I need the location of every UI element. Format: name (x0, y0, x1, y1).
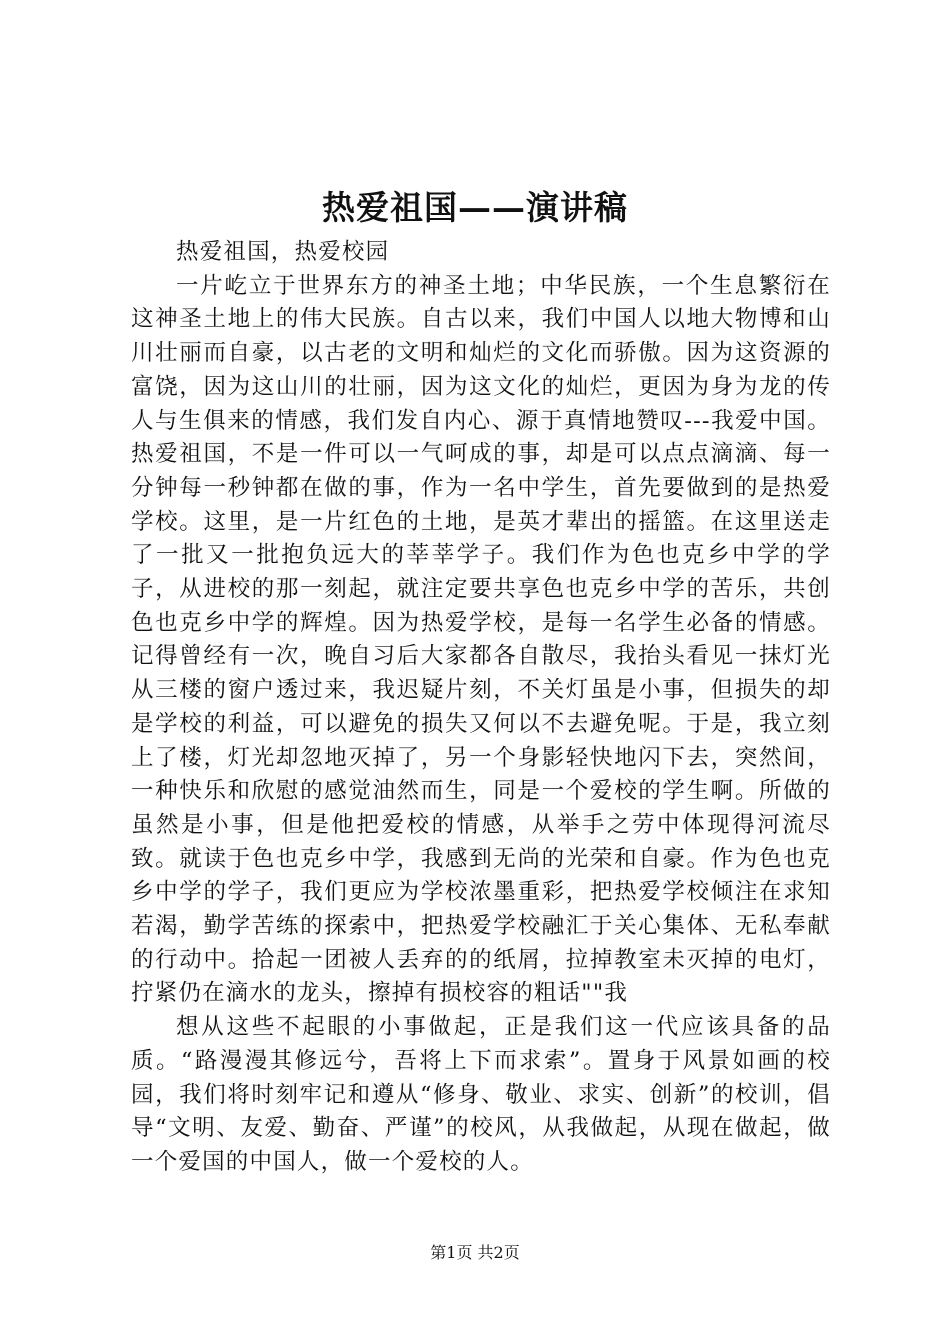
document-body (131, 236, 831, 1180)
paragraph-main: 一片屹立于世界东方的神圣土地；中华民族，一个生息繁衍在这神圣土地上的伟大民族。自古以来，我们中国人以地大物博和山川壮丽而自豪，以古老的文明和灿烂的文化而骄傲。因为这资源的富饶，因为这山川的壮丽，因为这文化的灿烂，更因为身为龙的传人与生俱来的情感，我们发自内心、源于真情地赞叹---我爱中国。热爱祖国，不是一件可以一气呵成的事，却是可以点点滴滴、每一分钟每一秒钟都在做的事，作为一名中学生，首先要做到的是热爱学校。这里，是一片红色的土地，是英才辈出的摇篮。在这里送走了一批又一批抱负远大的莘莘学子。我们作为色也克乡中学的学子，从进校的那一刻起，就注定要共享色也克乡中学的苦乐，共创色也克乡中学的辉煌。因为热爱学校，是每一名学生必备的情感。记得曾经有一次，晚自习后大家都各自散尽，我抬头看见一抹灯光从三楼的窗户透过来，我迟疑片刻，不关灯虽是小事，但损失的却是学校的利益，可以避免的损失又何以不去避免呢。于是，我立刻上了楼，灯光却忽地灭掉了，另一个身影轻快地闪下去，突然间，一种快乐和欣慰的感觉油然而生，同是一个爱校的学生啊。所做的虽然是小事，但是他把爱校的情感，从举手之劳中体现得河流尽致。就读于色也克乡中学，我感到无尚的光荣和自豪。作为色也克乡中学的学子，我们更应为学校浓墨重彩，把热爱学校倾注在求知若渴，勤学苦练的探索中，把热爱学校融汇于关心集体、无私奉献的行动中。拾起一团被人丢弃的的纸屑，拉掉教室未灭掉的电灯，拧紧仍在滴水的龙头，擦掉有损校容的粗话""我 (131, 272, 831, 1007)
document-title: 热爱祖国——演讲稿 (322, 188, 628, 227)
paragraph-closing: 想从这些不起眼的小事做起，正是我们这一代应该具备的品质。“路漫漫其修远兮，吾将上下而求索”。置身于风景如画的校园，我们将时刻牢记和遵从“修身、敬业、求实、创新”的校训，倡导“文明、友爱、勤奋、严谨”的校风，从我做起，从现在做起，做一个爱国的中国人，做一个爱校的人。 (131, 1014, 831, 1175)
page-number-footer: 第1页 共2页 (430, 1243, 520, 1262)
paragraph-subtitle: 热爱祖国，热爱校园 (176, 239, 390, 265)
